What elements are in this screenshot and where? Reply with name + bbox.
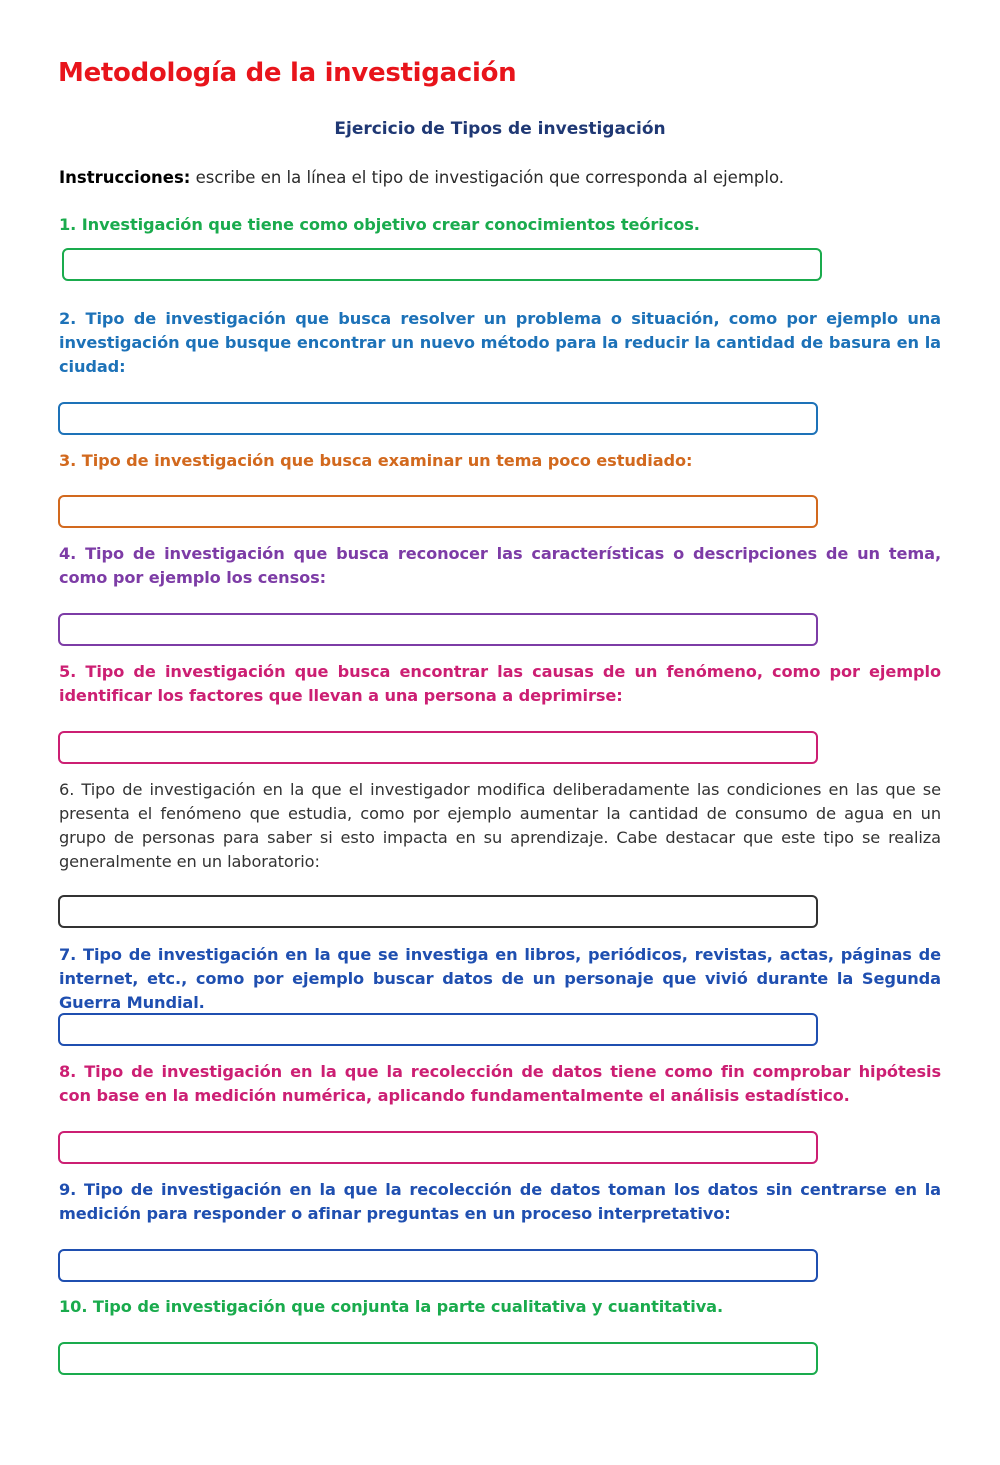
answer-field-6[interactable] <box>58 895 818 928</box>
answer-field-2[interactable] <box>58 402 818 435</box>
question-7: 7. Tipo de investigación en la que se investiga en libros, periódicos, revistas, actas, páginas de internet, etc., como por ejemplo buscar datos de un personaje que vivió durante la Segunda Guerra Mundial. <box>59 945 941 1012</box>
exercise-subtitle: Ejercicio de Tipos de investigación <box>334 119 666 139</box>
question-2: 2. Tipo de investigación que busca resolver un problema o situación, como por ejemplo una investigación que busque encontrar un nuevo método para la reducir la cantidad de basura en la ciudad: <box>59 309 941 376</box>
answer-field-1[interactable] <box>62 248 822 281</box>
instructions-text: escribe en la línea el tipo de investigación que corresponda al ejemplo. <box>190 168 785 187</box>
question-6: 6. Tipo de investigación en la que el investigador modifica deliberadamente las condiciones en las que se presenta el fenómeno que estudia, como por ejemplo aumentar la cantidad de consumo de agua en un grupo de personas para saber si esto impacta en su aprendizaje. Cabe destacar que este tipo se realiza generalmente en un laboratorio: <box>59 780 941 871</box>
instructions-label: Instrucciones: <box>59 168 191 187</box>
instructions <box>59 168 941 187</box>
answer-field-8[interactable] <box>58 1131 818 1164</box>
question-5: 5. Tipo de investigación que busca encontrar las causas de un fenómeno, como por ejemplo identificar los factores que llevan a una persona a deprimirse: <box>59 662 941 705</box>
question-9: 9. Tipo de investigación en la que la recolección de datos toman los datos sin centrarse en la medición para responder o afinar preguntas en un proceso interpretativo: <box>59 1180 941 1223</box>
answer-field-5[interactable] <box>58 731 818 764</box>
answer-field-7[interactable] <box>58 1013 818 1046</box>
question-10: 10. Tipo de investigación que conjunta la parte cualitativa y cuantitativa. <box>59 1297 724 1316</box>
answer-field-10[interactable] <box>58 1342 818 1375</box>
answer-field-3[interactable] <box>58 495 818 528</box>
page-title: Metodología de la investigación <box>58 58 517 88</box>
question-1: 1. Investigación que tiene como objetivo crear conocimientos teóricos. <box>59 215 700 234</box>
answer-field-9[interactable] <box>58 1249 818 1282</box>
question-3: 3. Tipo de investigación que busca examinar un tema poco estudiado: <box>59 451 693 470</box>
question-8: 8. Tipo de investigación en la que la recolección de datos tiene como fin comprobar hipótesis con base en la medición numérica, aplicando fundamentalmente el análisis estadístico. <box>59 1062 941 1105</box>
question-4: 4. Tipo de investigación que busca reconocer las características o descripciones de un tema, como por ejemplo los censos: <box>59 544 941 587</box>
answer-field-4[interactable] <box>58 613 818 646</box>
